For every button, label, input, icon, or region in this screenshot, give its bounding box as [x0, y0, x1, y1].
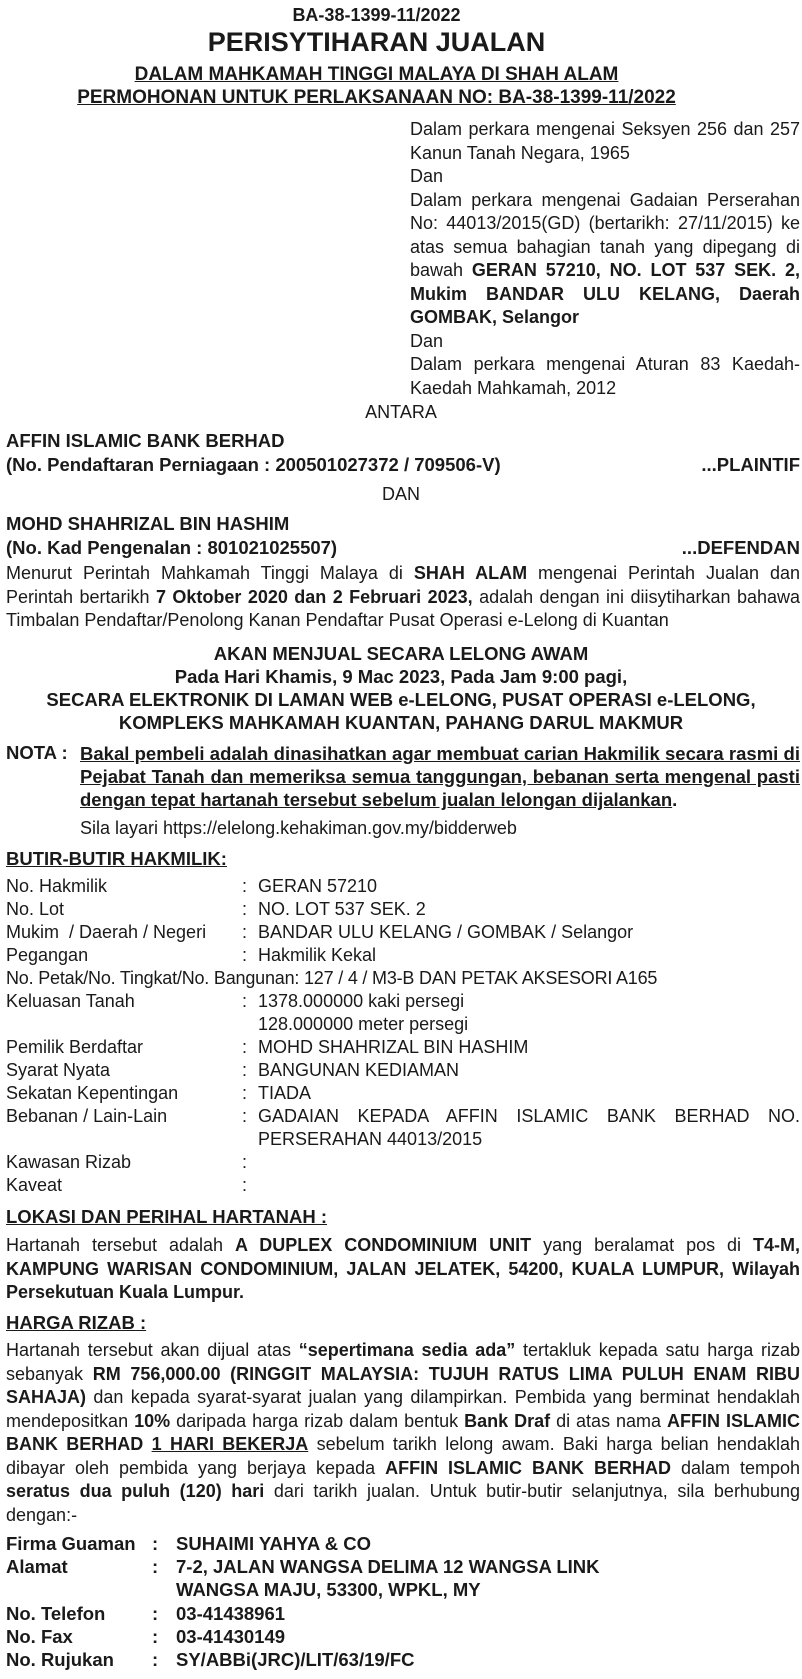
no-hakmilik-value: GERAN 57210 — [258, 876, 378, 896]
reserve-text-3: dan kepada syarat-syarat jualan yang dilampirkan. Pembida yang berminat hendaklah mendepositkan — [6, 1387, 800, 1431]
defendant-ic: (No. Kad Pengenalan : 801021025507) — [6, 537, 338, 558]
row-fax — [0, 1626, 802, 1649]
order-text-3: adalah dengan ini diisytiharkan bahawa Timbalan Pendaftar/Penolong Kanan Pendaftar Pusat Operasi e-Lelong di Kuantan — [6, 586, 800, 630]
bebanan-value-2: PERSERAHAN 44013/2015 — [258, 1129, 483, 1149]
telephone-value: 03-41438961 — [176, 1603, 286, 1624]
colon: : — [152, 1603, 159, 1624]
location-paragraph — [6, 1234, 800, 1305]
row-kaveat — [0, 1175, 802, 1198]
no-hakmilik-label: No. Hakmilik — [6, 876, 108, 896]
telephone-label: No. Telefon — [6, 1603, 106, 1624]
firm-label: Firma Guaman — [6, 1533, 136, 1554]
row-keluasan — [0, 991, 802, 1037]
plaintiff-name: AFFIN ISLAMIC BANK BERHAD — [6, 430, 285, 451]
court-name: DALAM MAHKAMAH TINGGI MALAYA DI SHAH ALAM — [134, 64, 619, 85]
bank-draft: Bank Draf — [464, 1410, 551, 1431]
nota-text — [80, 742, 800, 811]
matter-dan-2: Dan — [410, 330, 444, 351]
colon: : — [242, 922, 248, 942]
kawasan-rizab-label: Kawasan Rizab — [6, 1152, 132, 1172]
address-line-1: 7-2, JALAN WANGSA DELIMA 12 WANGSA LINK — [176, 1556, 600, 1577]
row-pemilik — [0, 1037, 802, 1060]
reserve-text-7: dalam tempoh — [670, 1457, 800, 1478]
property-type: A DUPLEX CONDOMINIUM UNIT — [234, 1235, 532, 1255]
bidder-website: Sila layari https://elelong.kehakiman.gov.my/bidderweb — [80, 818, 517, 838]
colon: : — [242, 1083, 248, 1103]
keluasan-sqm: 128.000000 meter persegi — [258, 1014, 469, 1034]
row-reference — [0, 1649, 802, 1672]
order-paragraph — [6, 562, 800, 633]
colon: : — [242, 1037, 248, 1057]
colon: : — [242, 876, 248, 896]
matters-block — [410, 118, 800, 400]
row-bebanan — [0, 1106, 802, 1152]
reference-label: No. Rujukan — [6, 1649, 114, 1670]
row-sekatan — [0, 1083, 802, 1106]
defendant-name: MOHD SHAHRIZAL BIN HASHIM — [6, 513, 290, 534]
sekatan-label: Sekatan Kepentingan — [6, 1083, 179, 1103]
balance-period: seratus dua puluh (120) hari — [6, 1481, 265, 1501]
colon: : — [242, 945, 248, 965]
dan-label: DAN — [381, 484, 420, 504]
auction-block — [0, 642, 802, 734]
pegangan-label: Pegangan — [6, 945, 89, 965]
petak-text: No. Petak/No. Tingkat/No. Bangunan: 127 / 4 / M3-B DAN PETAK AKSESORI A165 — [6, 968, 658, 988]
row-telephone — [0, 1603, 802, 1626]
no-lot-label: No. Lot — [6, 899, 65, 919]
pemilik-label: Pemilik Berdaftar — [6, 1037, 144, 1057]
colon: : — [152, 1556, 159, 1577]
auction-date-time: Pada Hari Khamis, 9 Mac 2023, Pada Jam 9:00 pagi, — [174, 666, 628, 687]
law-firm-block — [0, 1533, 802, 1673]
location-text-2: yang beralamat pos di — [531, 1235, 753, 1255]
location-text-1: Hartanah tersebut adalah — [6, 1235, 235, 1255]
fax-value: 03-41430149 — [176, 1626, 286, 1647]
matter-charge-text: Dalam perkara mengenai Gadaian Perserahan No: 44013/2015(GD) (bertarikh: 27/11/2015) ke atas semua bahagian tanah yang dipegang di bawah — [410, 189, 800, 280]
no-lot-value: NO. LOT 537 SEK. 2 — [258, 899, 426, 919]
reserve-text-1: Hartanah tersebut akan dijual atas — [6, 1340, 299, 1360]
address-label: Alamat — [6, 1556, 68, 1577]
auction-line-3: SECARA ELEKTRONIK DI LAMAN WEB e-LELONG, PUSAT OPERASI e-LELONG, — [46, 689, 756, 710]
plaintiff-role: ...PLAINTIF — [701, 454, 800, 475]
nota-period: . — [672, 789, 678, 810]
auction-line-1: AKAN MENJUAL SECARA LELONG AWAM — [213, 643, 589, 664]
case-reference: BA-38-1399-11/2022 — [292, 5, 461, 25]
nota-label: NOTA : — [6, 742, 68, 763]
row-kawasan-rizab — [0, 1152, 802, 1175]
row-no-hakmilik — [0, 876, 802, 899]
row-petak — [0, 968, 802, 991]
row-no-lot — [0, 899, 802, 922]
deposit-percent: 10% — [134, 1410, 171, 1431]
reserve-text-2: tertakluk kepada satu harga rizab sebanyak — [6, 1340, 800, 1384]
property-address: T4-M, KAMPUNG WARISAN CONDOMINIUM, JALAN JELATEK, 54200, KUALA LUMPUR, Wilayah Persekutuan Kuala Lumpur. — [6, 1235, 800, 1302]
colon: : — [152, 1649, 159, 1670]
page-title: PERISYTIHARAN JUALAN — [207, 27, 546, 57]
title-details-table — [0, 876, 802, 1196]
colon: : — [242, 1175, 248, 1195]
payee-bank: AFFIN ISLAMIC BANK BERHAD — [6, 1410, 800, 1454]
antara-label: ANTARA — [365, 402, 437, 422]
deposit-deadline: 1 HARI BEKERJA — [151, 1434, 309, 1454]
reserve-text-4: daripada harga rizab dalam bentuk — [170, 1410, 465, 1431]
order-text-2: mengenai Perintah Jualan dan Perintah bertarikh — [6, 563, 800, 607]
reference-value: SY/ABBi(JRC)/LIT/63/19/FC — [176, 1649, 415, 1670]
bebanan-label: Bebanan / Lain-Lain — [6, 1106, 168, 1126]
bebanan-value-1: GADAIAN KEPADA AFFIN ISLAMIC BANK BERHAD NO. — [258, 1106, 800, 1126]
reserve-text-5: di atas nama — [550, 1410, 668, 1431]
row-syarat — [0, 1060, 802, 1083]
matter-section-256: Dalam perkara mengenai Seksyen 256 dan 257 Kanun Tanah Negara, 1965 — [410, 119, 800, 163]
keluasan-label: Keluasan Tanah — [6, 991, 135, 1011]
matter-dan-1: Dan — [410, 166, 444, 186]
pegangan-value: Hakmilik Kekal — [258, 945, 377, 965]
matter-charge — [410, 189, 800, 330]
kaveat-label: Kaveat — [6, 1175, 63, 1195]
balance-payee-bank: AFFIN ISLAMIC BANK BERHAD — [385, 1457, 671, 1478]
reserve-paragraph — [6, 1339, 800, 1527]
syarat-label: Syarat Nyata — [6, 1060, 111, 1080]
location-heading: LOKASI DAN PERIHAL HARTANAH : — [6, 1206, 328, 1227]
colon: : — [242, 1106, 248, 1126]
reserve-text-8: dari tarikh jualan. Untuk butir-butir selanjutnya, sila berhubung dengan:- — [6, 1481, 800, 1525]
mukim-label: Mukim / Daerah / Negeri — [6, 922, 207, 942]
sekatan-value: TIADA — [258, 1083, 312, 1103]
colon: : — [152, 1533, 159, 1554]
matter-order-83: Dalam perkara mengenai Aturan 83 Kaedah-Kaedah Mahkamah, 2012 — [410, 354, 800, 398]
matter-charge-title: GERAN 57210, NO. LOT 537 SEK. 2, Mukim BANDAR ULU KELANG, Daerah GOMBAK, Selangor — [410, 260, 800, 327]
syarat-value: BANGUNAN KEDIAMAN — [258, 1060, 460, 1080]
pemilik-value: MOHD SHAHRIZAL BIN HASHIM — [258, 1037, 529, 1057]
row-mukim — [0, 922, 802, 945]
order-court-location: SHAH ALAM — [413, 563, 528, 583]
colon: : — [242, 899, 248, 919]
firm-name: SUHAIMI YAHYA & CO — [176, 1533, 371, 1554]
row-firm — [0, 1533, 802, 1556]
order-text-1: Menurut Perintah Mahkamah Tinggi Malaya di — [6, 563, 414, 583]
defendant-role: ...DEFENDAN — [681, 537, 800, 558]
colon: : — [152, 1626, 159, 1647]
reserve-text-6: sebelum tarikh lelong awam. Baki harga belian hendaklah dibayar oleh pembida yang berjaya kepada — [6, 1434, 800, 1478]
address-line-2: WANGSA MAJU, 53300, WPKL, MY — [176, 1579, 481, 1600]
fax-label: No. Fax — [6, 1626, 73, 1647]
colon: : — [242, 991, 248, 1011]
title-details-heading: BUTIR-BUTIR HAKMILIK: — [6, 848, 227, 869]
row-pegangan — [0, 945, 802, 968]
mukim-value: BANDAR ULU KELANG / GOMBAK / Selangor — [258, 922, 634, 942]
as-is-phrase: “sepertimana sedia ada” — [298, 1340, 516, 1360]
nota-advice: Bakal pembeli adalah dinasihatkan agar membuat carian Hakmilik secara rasmi di Pejabat Tanah dan memeriksa semua tanggungan, bebanan serta mengenal pasti dengan tepat hartanah tersebut sebelum jualan lelongan dijalankan — [80, 743, 800, 810]
colon: : — [242, 1152, 248, 1172]
colon: : — [242, 1060, 248, 1080]
reserve-price-heading: HARGA RIZAB : — [6, 1312, 147, 1333]
auction-line-4: KOMPLEKS MAHKAMAH KUANTAN, PAHANG DARUL MAKMUR — [118, 712, 684, 733]
order-dates: 7 Oktober 2020 dan 2 Februari 2023, — [155, 586, 473, 607]
application-number: PERMOHONAN UNTUK PERLAKSANAAN NO: BA-38-1399-11/2022 — [77, 87, 676, 108]
keluasan-sqft: 1378.000000 kaki persegi — [258, 991, 465, 1011]
reserve-amount: RM 756,000.00 (RINGGIT MALAYSIA: TUJUH RATUS LIMA PULUH ENAM RIBU SAHAJA) — [6, 1363, 800, 1407]
plaintiff-registration: (No. Pendaftaran Perniagaan : 200501027372 / 709506-V) — [6, 454, 501, 475]
row-address — [0, 1556, 802, 1602]
